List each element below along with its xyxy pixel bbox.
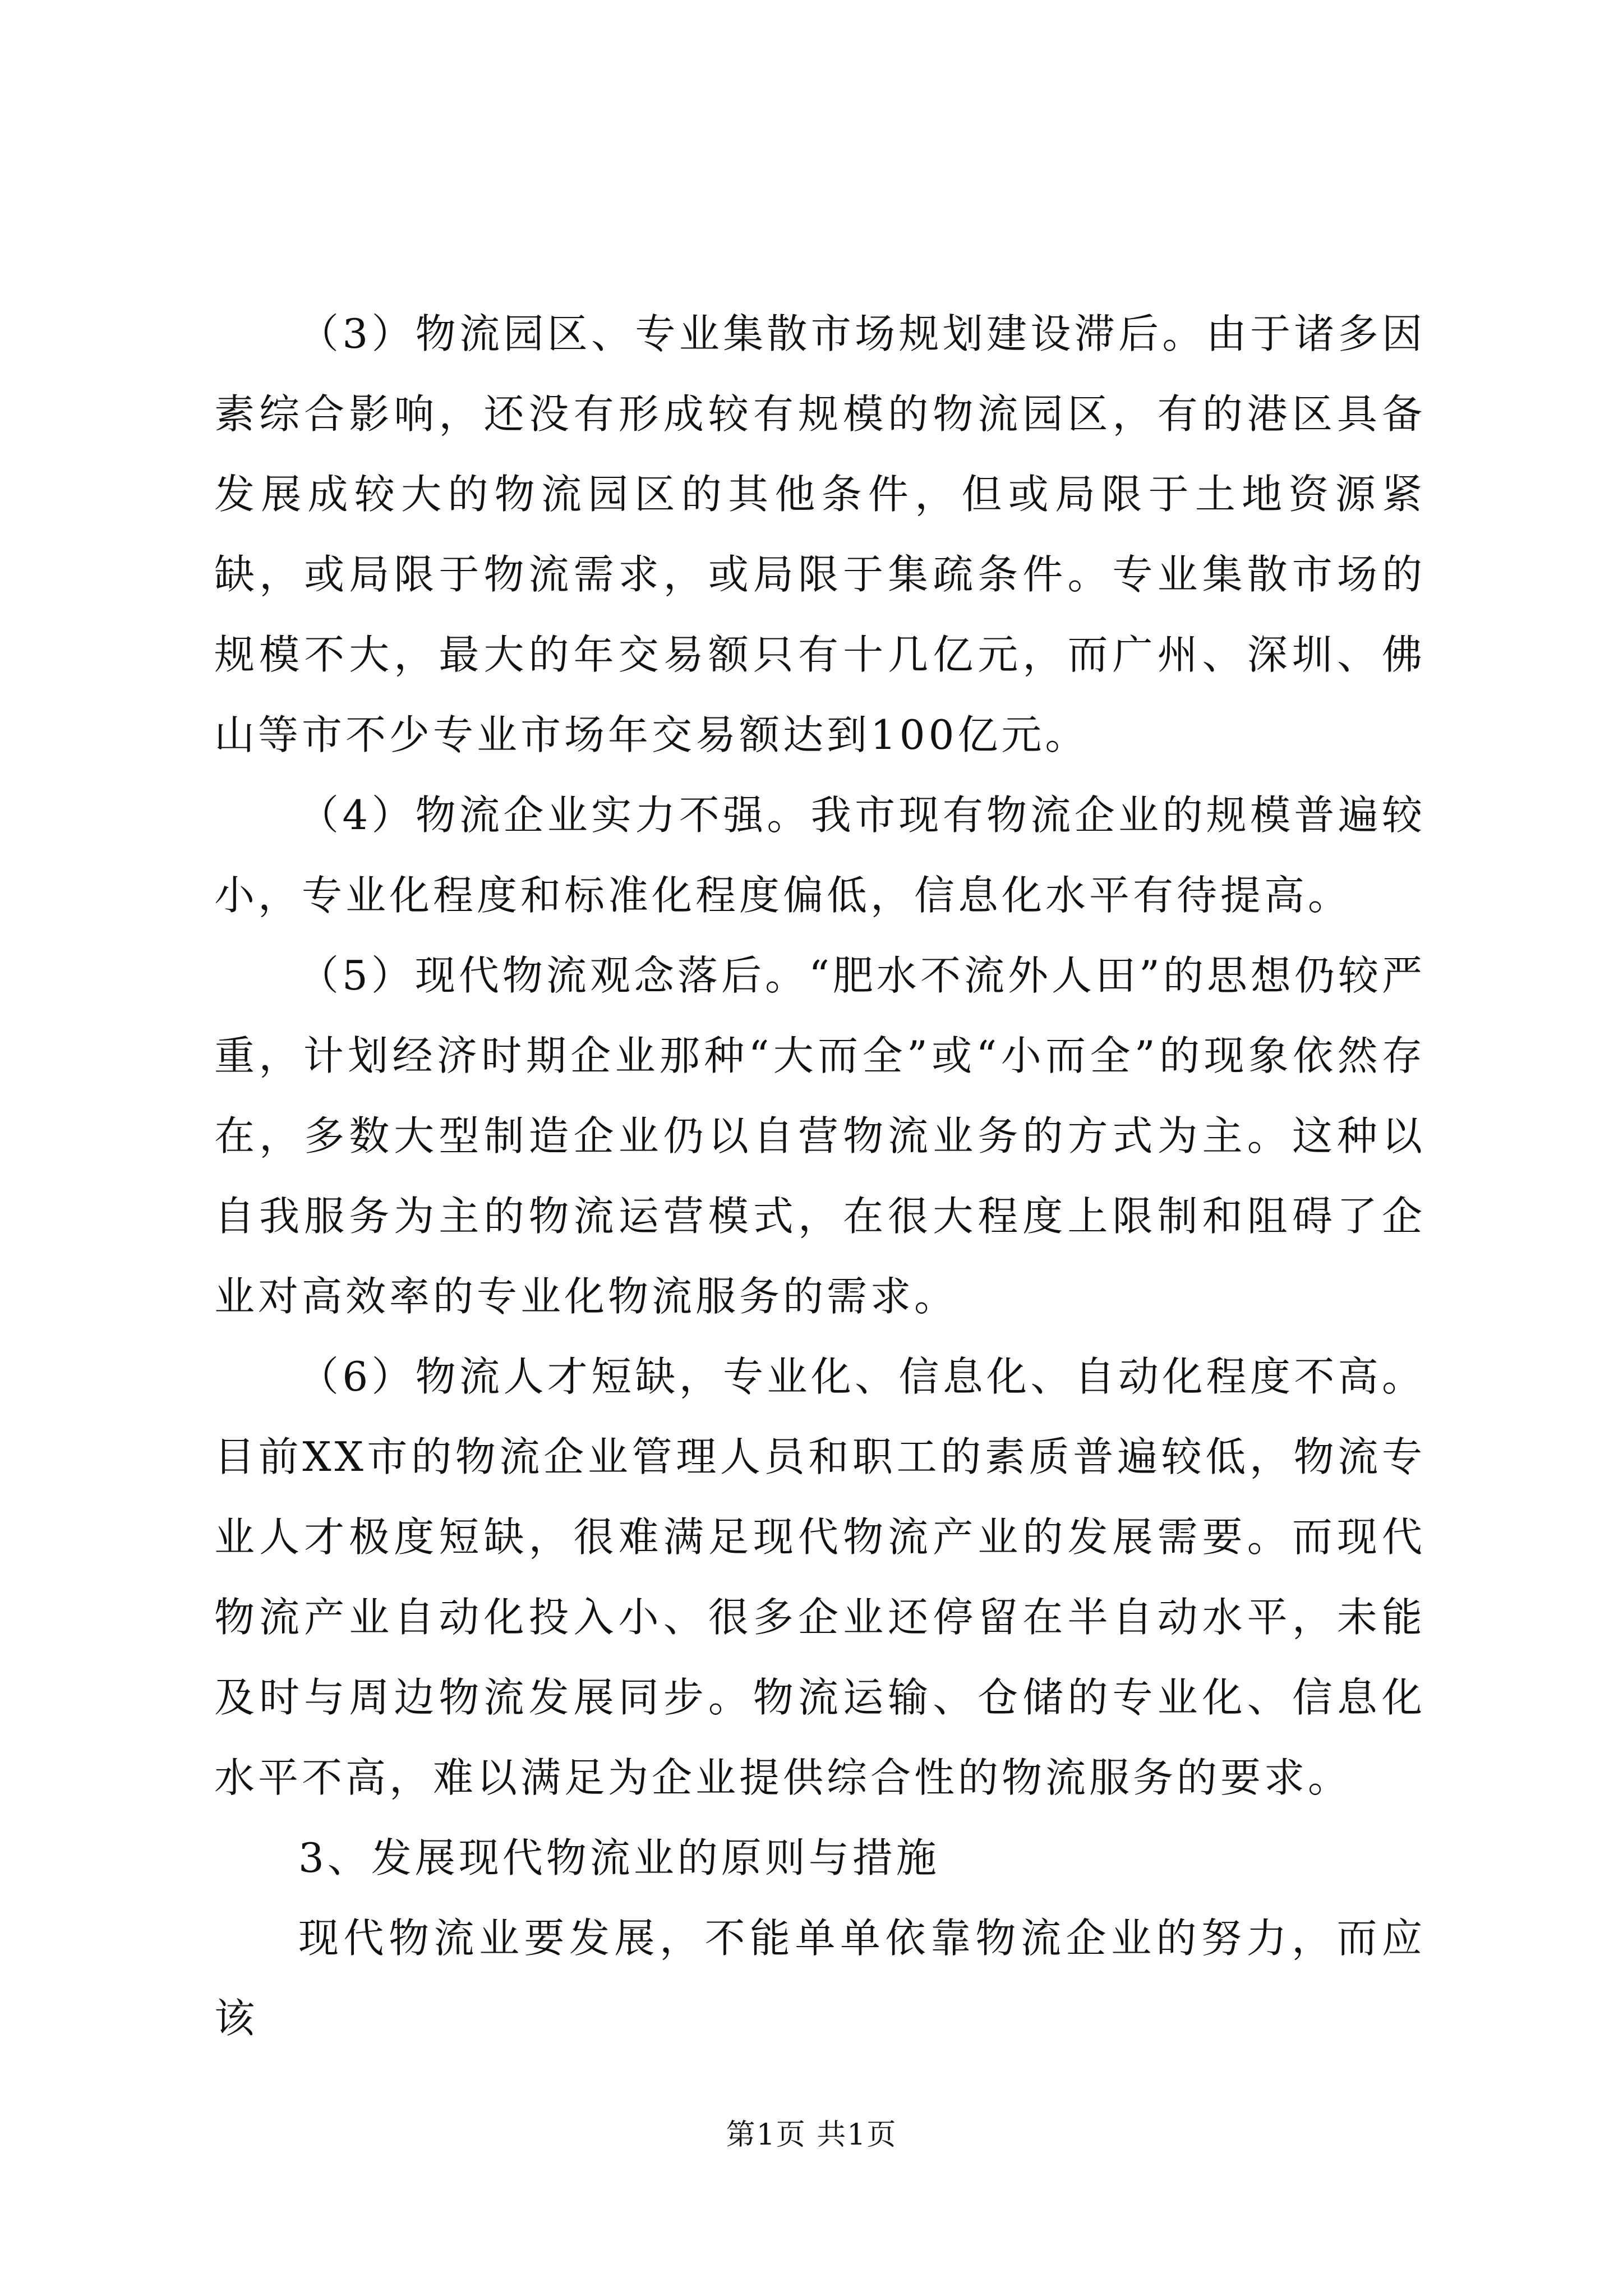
paragraph-item-4: （4）物流企业实力不强。我市现有物流企业的规模普遍较小，专业化程度和标准化程度偏低，信息化水平有待提高。 bbox=[214, 792, 1426, 919]
paragraph-item-5: （5）现代物流观念落后。“肥水不流外人田”的思想仍较严重，计划经济时期企业那种“大而全”或“小而全”的现象依然存在，多数大型制造企业仍以自营物流业务的方式为主。这种以自我服务为主的物流运营模式，在很大程度上限制和阻碍了企业对高效率的专业化物流服务的需求。 bbox=[214, 952, 1426, 1320]
paragraph-item-6: （6）物流人才短缺，专业化、信息化、自动化程度不高。目前XX市的物流企业管理人员和职工的素质普遍较低，物流专业人才极度短缺，很难满足现代物流产业的发展需要。而现代物流产业自动化投入小、很多企业还停留在半自动水平，未能及时与周边物流发展同步。物流运输、仓储的专业化、信息化水平不高，难以满足为企业提供综合性的物流服务的要求。 bbox=[214, 1353, 1426, 1801]
document-body bbox=[214, 294, 1426, 2059]
page-footer: 第1页 共1页 bbox=[726, 2118, 897, 2152]
section-heading: 3、发展现代物流业的原则与措施 bbox=[298, 1834, 940, 1881]
paragraph-last: 现代物流业要发展，不能单单依靠物流企业的努力，而应该 bbox=[214, 1915, 1426, 2042]
paragraph-item-3: （3）物流园区、专业集散市场规划建设滞后。由于诸多因素综合影响，还没有形成较有规模的物流园区，有的港区具备发展成较大的物流园区的其他条件，但或局限于土地资源紧缺，或局限于物流需求，或局限于集疏条件。专业集散市场的规模不大，最大的年交易额只有十几亿元，而广州、深圳、佛山等市不少专业市场年交易额达到100亿元。 bbox=[214, 310, 1426, 758]
